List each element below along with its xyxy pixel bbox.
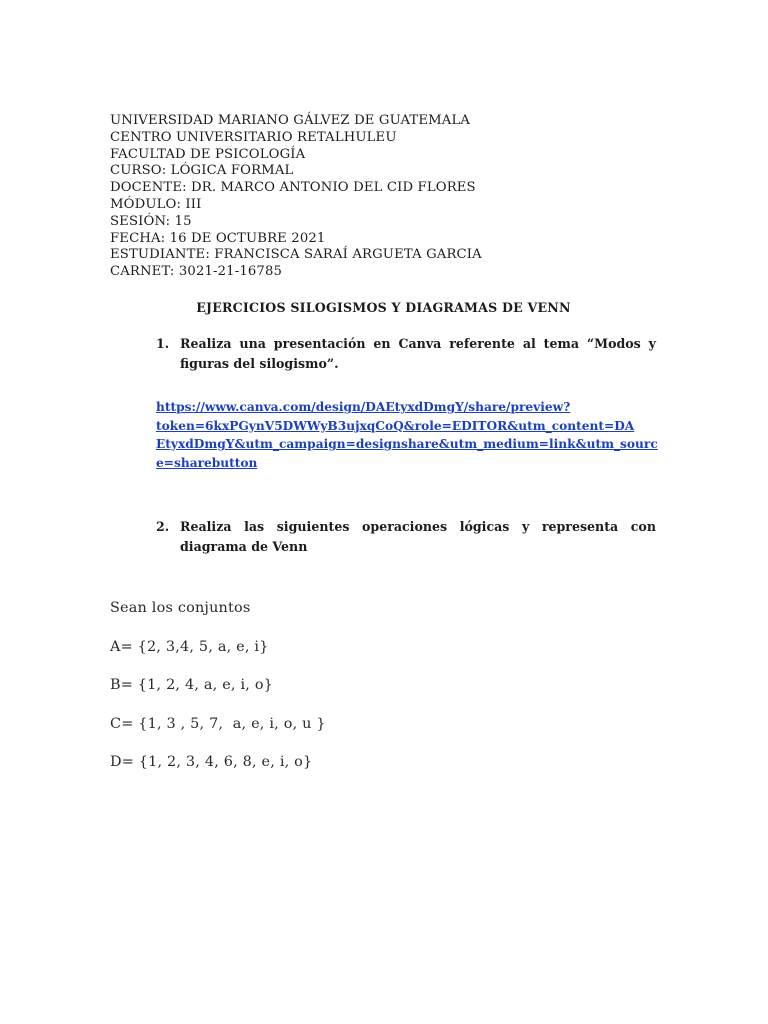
exercise-text: Realiza una presentación en Canva referente al tema “Modos y figuras del silogismo”. (180, 336, 656, 371)
exercise-text: Realiza las siguientes operaciones lógicas y representa con diagrama de Venn (180, 519, 656, 554)
header-teacher: DOCENTE: DR. MARCO ANTONIO DEL CID FLORES (110, 180, 476, 196)
header-university: UNIVERSIDAD MARIANO GÁLVEZ DE GUATEMALA (110, 113, 471, 128)
header-faculty: FACULTAD DE PSICOLOGÍA (110, 146, 306, 162)
header-course: CURSO: LÓGICA FORMAL (110, 163, 294, 179)
header-carnet: CARNET: 3021-21-16785 (110, 264, 283, 280)
exercise-item-1 (156, 334, 656, 374)
exercise-number: 1. (156, 336, 170, 351)
sets-intro: Sean los conjuntos (110, 600, 251, 616)
sets-section (110, 598, 326, 791)
canva-link-line[interactable]: e=sharebutton (156, 455, 258, 470)
document-header (110, 113, 482, 281)
set-a: A= {2, 3,4, 5, a, e, i} (110, 638, 269, 655)
header-session: SESIÓN: 15 (110, 213, 192, 229)
canva-link-line[interactable]: https://www.canva.com/design/DAEtyxdDmgY/share/preview? (156, 400, 571, 414)
set-d: D= {1, 2, 3, 4, 6, 8, e, i, o} (110, 754, 313, 771)
header-module: MÓDULO: III (110, 196, 202, 212)
set-c: C= {1, 3 , 5, 7, a, e, i, o, u } (110, 715, 326, 732)
canva-link-line[interactable]: EtyxdDmgY&utm_campaign=designshare&utm_medium=link&utm_sourc (156, 437, 658, 452)
header-campus: CENTRO UNIVERSITARIO RETALHULEU (110, 129, 397, 145)
header-date: FECHA: 16 DE OCTUBRE 2021 (110, 230, 326, 246)
exercise-item-2 (156, 517, 656, 557)
exercise-number: 2. (156, 519, 170, 534)
canva-link-line[interactable]: token=6kxPGynV5DWWyB3ujxqCoQ&role=EDITOR&utm_content=DA (156, 418, 635, 433)
set-b: B= {1, 2, 4, a, e, i, o} (110, 677, 274, 694)
canva-link[interactable] (156, 398, 661, 472)
header-student: ESTUDIANTE: FRANCISCA SARAÍ ARGUETA GARCIA (110, 247, 482, 263)
document-title: EJERCICIOS SILOGISMOS Y DIAGRAMAS DE VENN (196, 300, 571, 315)
